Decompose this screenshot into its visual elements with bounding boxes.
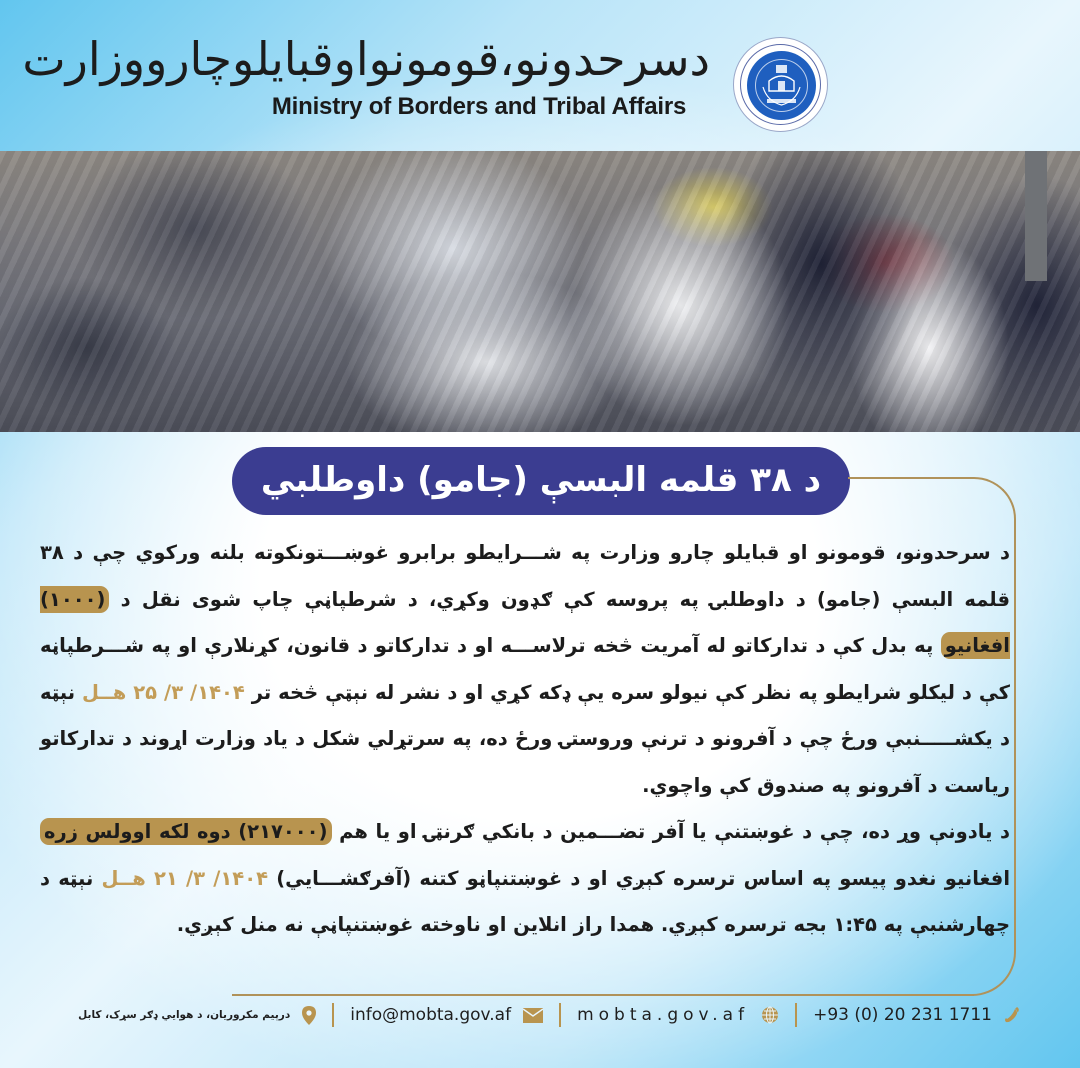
website-link: mobta.gov.af bbox=[577, 1005, 750, 1025]
globe-icon bbox=[761, 1006, 779, 1024]
ministry-name-pashto: دسرحدونو،قومونواوقبايلوچارووزارت bbox=[22, 32, 710, 86]
photo-pole bbox=[1025, 151, 1047, 281]
frame-corner-top-right bbox=[972, 477, 1016, 521]
ministry-emblem-logo bbox=[733, 37, 828, 132]
footer-divider bbox=[559, 1003, 561, 1027]
body-text: افغانيو نغدو پيسو په اساس ترسره کېږي او د غوښتنپاڼو کتنه (آفرګشـــايي) bbox=[276, 866, 1011, 890]
fee-highlight: (۱۰۰۰) افغانیو bbox=[40, 587, 1010, 657]
footer-phone[interactable] bbox=[813, 1005, 1020, 1025]
opening-date: ۱۴۰۴/ ۳/ ۲۱ هــل bbox=[101, 866, 268, 890]
frame-border-right bbox=[1014, 519, 1016, 939]
street-address: درېيم مکروريان، د هوايي ډګر سړک، کابل bbox=[78, 1009, 291, 1021]
frame-border-top bbox=[848, 477, 974, 479]
footer-divider bbox=[332, 1003, 334, 1027]
body-text: نېټه د چهارشنبې په ۱:۴۵ بجه ترسره کېږي. همدا راز انلاين او ناوخته غوښتنپاڼې نه منل کېږي. bbox=[40, 866, 1010, 936]
contact-footer bbox=[60, 1000, 1020, 1030]
announcement-body bbox=[40, 530, 1010, 949]
email-address: info@mobta.gov.af bbox=[350, 1005, 512, 1025]
phone-number: +93 (0) 20 231 1711 bbox=[813, 1005, 992, 1025]
clothing-bales-photo bbox=[0, 151, 1080, 432]
frame-border-bottom bbox=[232, 994, 974, 996]
body-paragraph-1 bbox=[40, 530, 1010, 809]
body-text: په بدل کې د تدارکاتو له آمریت څخه ترلاســـه او د تدارکاتو د قانون، کړنلارې او په شـــرطپاڼه کې د ليکلو شرايطو په نظر کې نيولو سره يې ډکه کړي او د نشر له نېټې څخه تر bbox=[40, 634, 1010, 704]
announcement-title: د ۳۸ قلمه البسې (جامو) داوطلبي bbox=[232, 447, 850, 515]
body-text: د سرحدونو، قومونو او قبايلو چارو وزارت په شـــرايطو برابرو غوښـــتونکوته بلنه ورکوي چې د ۳۸ قلمه البسې (جامو) د داوطلبۍ په پروسه کې ګډون وکړي، د شرطپاڼې چاپ شوی نقل د bbox=[40, 541, 1010, 611]
footer-email[interactable] bbox=[350, 1005, 543, 1025]
envelope-icon bbox=[523, 1008, 543, 1023]
deadline-date: ۱۴۰۴/ ۳/ ۲۵ هــل bbox=[82, 680, 245, 704]
location-pin-icon bbox=[302, 1006, 316, 1025]
footer-divider bbox=[795, 1003, 797, 1027]
photo-texture bbox=[0, 151, 1080, 432]
footer-website[interactable] bbox=[577, 1005, 779, 1025]
body-text: د يادونې وړ ده، چې د غوښتنې يا آفر تضـــمين د بانکي ګرنټۍ او يا هم bbox=[339, 820, 1010, 843]
phone-icon bbox=[1004, 1006, 1020, 1024]
ministry-name-english: Ministry of Borders and Tribal Affairs bbox=[271, 93, 687, 120]
footer-address bbox=[78, 1006, 316, 1025]
emblem-seal-icon bbox=[747, 51, 816, 120]
guarantee-amount-highlight: (۲۱۷۰۰۰) دوه لکه اوولس زره bbox=[40, 818, 332, 845]
body-paragraph-2 bbox=[40, 809, 1010, 949]
body-text: نېټه د يکشـــــنبې ورځ چې د آفرونو د ترنې وروستۍ ورځ ده، په سرتړلي شکل د ياد وزارت اړوند د تدارکاتو رياست د آفرونو په صندوق کې واچوي. bbox=[40, 680, 1010, 797]
